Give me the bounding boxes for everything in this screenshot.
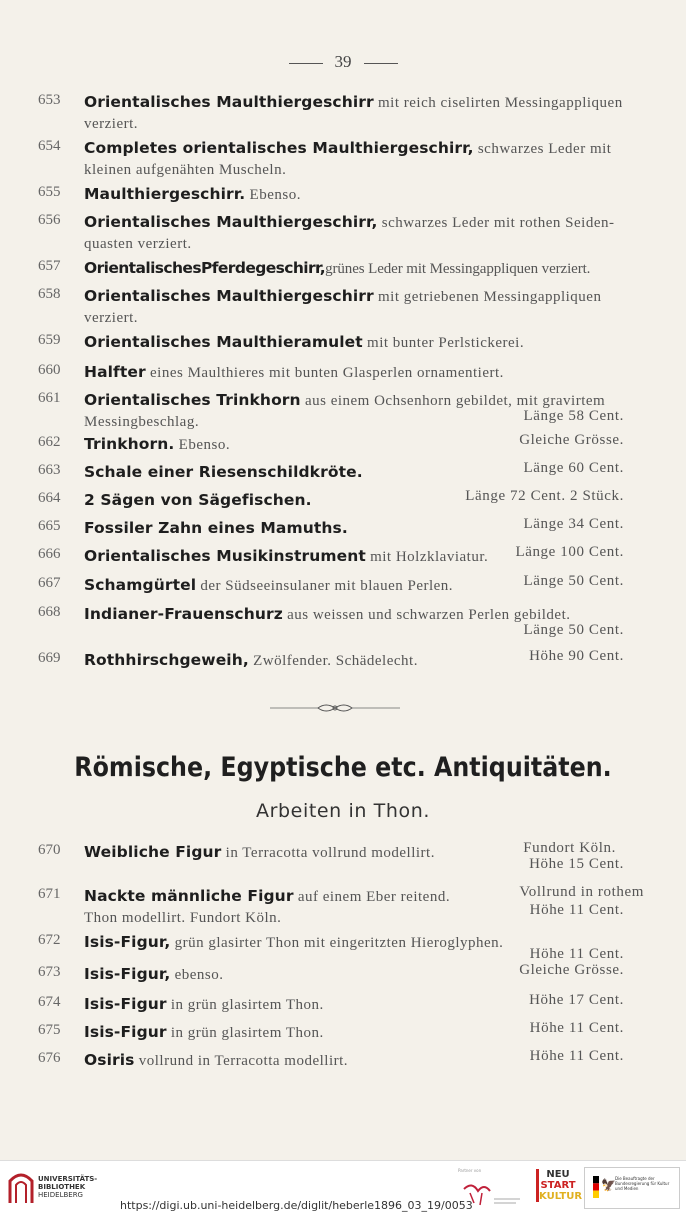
entry-number: 666	[38, 546, 61, 562]
entry-title: Indianer-Frauenschurz	[84, 605, 283, 623]
government-text: Die Beauftragte der Bundesregierung für Kultur und Medien	[615, 1176, 670, 1191]
page-number	[0, 52, 686, 72]
entry-description-cont: Thon modellirt. Fundort Köln.	[84, 910, 282, 926]
entry-measurement: Länge 100 Cent.	[515, 544, 624, 560]
partner-logo-icon[interactable]	[460, 1179, 524, 1209]
entry-location: Fundort Köln.	[523, 840, 616, 856]
entry-title: Isis-Figur,	[84, 933, 171, 951]
entry-description: in Terracotta vollrund modellirt.	[221, 845, 435, 861]
entry-number: 661	[38, 390, 61, 406]
entry-description: aus einem Ochsenhorn gebildet, mit gravirtem	[300, 393, 606, 409]
federal-government-badge[interactable]	[584, 1167, 680, 1209]
entry-measurement: Länge 60 Cent.	[523, 460, 624, 476]
entry-number: 671	[38, 886, 61, 902]
entry-number: 667	[38, 575, 61, 591]
entry-title: Orientalisches Maulthieramulet	[84, 333, 363, 351]
entry-number: 672	[38, 932, 61, 948]
entry-title: Schamgürtel	[84, 576, 197, 594]
entry-title: Orientalisches Trinkhorn	[84, 391, 301, 409]
neustart-line2: START	[540, 1180, 576, 1191]
entry-description: schwarzes Leder mit	[473, 141, 612, 157]
neustart-line3: KULTUR	[539, 1191, 583, 1202]
permalink-url[interactable]: https://digi.ub.uni-heidelberg.de/diglit/heberle1896_03_19/0053	[120, 1199, 473, 1212]
entry-number: 669	[38, 650, 61, 666]
entry-title: Schale einer Riesenschildkröte.	[84, 463, 363, 481]
entry-description: Ebenso.	[245, 187, 301, 203]
entry-number: 657	[38, 258, 61, 274]
eagle-icon: 🦅	[601, 1178, 616, 1192]
entry-number: 655	[38, 184, 61, 200]
entry-number: 659	[38, 332, 61, 348]
entry-description: mit bunter Perlstickerei.	[362, 335, 525, 351]
footer-bar	[0, 1160, 686, 1214]
entry-number: 663	[38, 462, 61, 478]
entry-title: Isis-Figur	[84, 1023, 167, 1041]
entry-description: Zwölfender. Schädelecht.	[248, 653, 418, 669]
university-library-logo-icon[interactable]	[8, 1171, 34, 1205]
partner-label: Partner von	[458, 1168, 482, 1173]
entry-measurement: Länge 72 Cent. 2 Stück.	[465, 488, 624, 504]
entry-description: grün glasirter Thon mit eingeritzten Hieroglyphen.	[170, 935, 504, 951]
entry-measurement: Länge 50 Cent.	[523, 622, 624, 638]
entry-measurement: Länge 50 Cent.	[523, 573, 624, 589]
entry-material: Vollrund in rothem	[519, 884, 644, 900]
entry-title: Orientalisches Maulthiergeschirr	[84, 93, 374, 111]
entry-description: schwarzes Leder mit rothen Seiden-	[377, 215, 615, 231]
entry-description: mit reich ciselirten Messingappliquen	[373, 95, 623, 111]
entry-title: Maulthiergeschirr.	[84, 185, 246, 203]
entry-description-cont: quasten verziert.	[84, 236, 192, 252]
entry-description-cont: kleinen aufgenähten Muscheln.	[84, 162, 287, 178]
neustart-kultur-logo[interactable]	[536, 1169, 583, 1202]
page-number-dash-left	[289, 63, 323, 64]
entry-measurement: Höhe 15 Cent.	[529, 856, 624, 872]
entry-description: ebenso.	[170, 967, 224, 983]
entry-number: 658	[38, 286, 61, 302]
entry-measurement: Höhe 11 Cent.	[529, 1048, 624, 1064]
entry-title: Orientalisches Maulthiergeschirr,	[84, 213, 378, 231]
entry-number: 664	[38, 490, 61, 506]
entry-measurement: Länge 58 Cent.	[523, 408, 624, 424]
entry-title: Orientalisches Musikinstrument	[84, 547, 366, 565]
entry-title: Trinkhorn.	[84, 435, 175, 453]
page-number-text: 39	[334, 52, 352, 71]
entry-title: Completes orientalisches Maulthiergeschirr,	[84, 139, 474, 157]
entry-title: Fossiler Zahn eines Mamuths.	[84, 519, 348, 537]
entry-title: Rothhirschgeweih,	[84, 651, 249, 669]
entry-number: 668	[38, 604, 61, 620]
entry-title: Nackte männliche Figur	[84, 887, 294, 905]
entry-description: der Südseeinsulaner mit blauen Perlen.	[196, 578, 454, 594]
library-name-line1: UNIVERSITÄTS-	[38, 1175, 98, 1183]
entry-number: 673	[38, 964, 61, 980]
section-title: Römische, Egyptische etc. Antiquitäten.	[74, 752, 612, 783]
university-library-name[interactable]	[38, 1175, 97, 1199]
page-number-dash-right	[364, 63, 398, 64]
entry-title: 2 Sägen von Sägefischen.	[84, 491, 312, 509]
entry-title: Orientalisches Maulthiergeschirr	[84, 287, 374, 305]
entry-title: Halfter	[84, 363, 146, 381]
divider-ornament-icon	[270, 702, 400, 714]
entry-description: auf einem Eber reitend.	[293, 889, 451, 905]
entry-number: 653	[38, 92, 61, 108]
entry-title: Isis-Figur,	[84, 965, 171, 983]
library-name-line2: BIBLIOTHEK	[38, 1183, 86, 1191]
entry-number: 654	[38, 138, 61, 154]
entry-measurement: Höhe 11 Cent.	[529, 946, 624, 962]
entry-description-cont: verziert.	[84, 116, 139, 132]
entry-number: 656	[38, 212, 61, 228]
entry-measurement: Länge 34 Cent.	[523, 516, 624, 532]
neustart-line1: NEU	[546, 1169, 570, 1180]
entry-measurement: Höhe 17 Cent.	[529, 992, 624, 1008]
entry-number: 676	[38, 1050, 61, 1066]
entry-description: mit Holzklaviatur.	[365, 549, 489, 565]
entry-measurement: Höhe 90 Cent.	[529, 648, 624, 664]
entry-description: in grün glasirtem Thon.	[166, 1025, 324, 1041]
entry-measurement: Höhe 11 Cent.	[529, 902, 624, 918]
entry-title: Isis-Figur	[84, 995, 167, 1013]
entry-description: vollrund in Terracotta modellirt.	[134, 1053, 349, 1069]
entry-description: grünes Leder mit Messingappliquen verziert.	[325, 261, 591, 277]
entry-measurement: Höhe 11 Cent.	[529, 1020, 624, 1036]
entry-description: aus weissen und schwarzen Perlen gebildet.	[282, 607, 571, 623]
entry-description-cont: Messingbeschlag.	[84, 414, 200, 430]
entry-description: mit getriebenen Messingappliquen	[373, 289, 602, 305]
entry-measurement: Gleiche Grösse.	[519, 962, 624, 978]
entry-description-cont: verziert.	[84, 310, 139, 326]
entry-number: 660	[38, 362, 61, 378]
section-subtitle: Arbeiten in Thon.	[256, 800, 430, 822]
entry-description: in grün glasirtem Thon.	[166, 997, 324, 1013]
entry-number: 674	[38, 994, 61, 1010]
entry-number: 675	[38, 1022, 61, 1038]
entry-description: eines Maulthieres mit bunten Glasperlen ornamentiert.	[145, 365, 504, 381]
library-name-line3: HEIDELBERG	[38, 1191, 83, 1199]
entry-title: OrientalischesPferdegeschirr,	[84, 259, 326, 277]
entry-title: Weibliche Figur	[84, 843, 222, 861]
entry-description: Ebenso.	[174, 437, 231, 453]
german-flag-icon	[593, 1176, 599, 1198]
entry-number: 665	[38, 518, 61, 534]
entry-number: 662	[38, 434, 61, 450]
entry-measurement: Gleiche Grösse.	[519, 432, 624, 448]
entry-number: 670	[38, 842, 61, 858]
entry-title: Osiris	[84, 1051, 135, 1069]
